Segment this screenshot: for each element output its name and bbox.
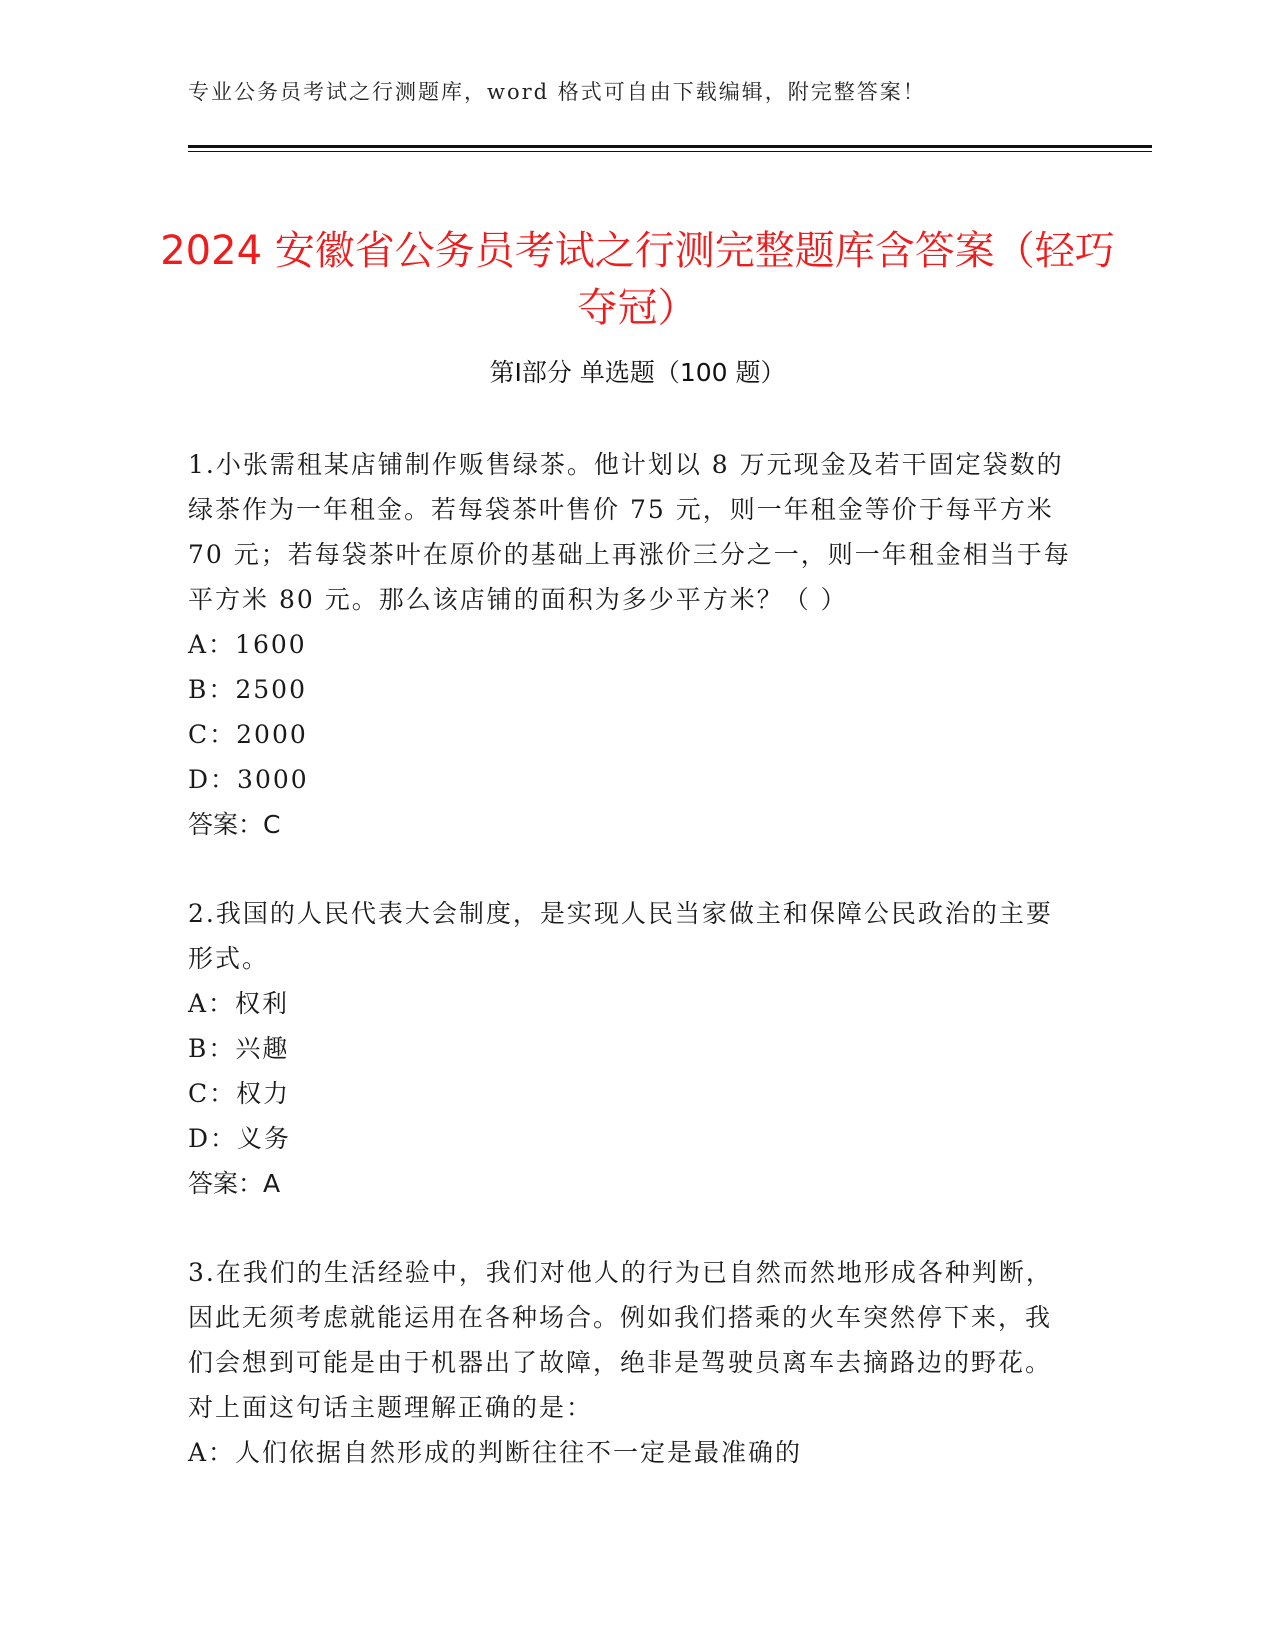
document-title: 2024 安徽省公务员考试之行测完整题库含答案（轻巧夺冠） (160, 227, 1115, 331)
header-note: 专业公务员考试之行测题库，word 格式可自由下载编辑，附完整答案！ (188, 80, 926, 104)
question-list (188, 442, 1078, 1519)
option-c: C：权力 (188, 1079, 291, 1108)
answer: 答案：C (188, 810, 281, 839)
question-stem: 2.我国的人民代表大会制度，是实现人民当家做主和保障公民政治的主要形式。 (188, 899, 1053, 973)
question-stem: 1.小张需租某店铺制作贩售绿茶。他计划以 8 万元现金及若干固定袋数的绿茶作为一年租金。若每袋茶叶售价 75 元，则一年租金等价于每平方米 70 元；若每袋茶叶在原价的基础上再涨价三分之一，则一年租金相当于每平方米 80 元。那么该店铺的面积为多少平方米？（ ） (188, 450, 1071, 614)
option-a: A：人们依据自然形成的判断往往不一定是最准确的 (188, 1438, 803, 1467)
question-1 (188, 442, 1078, 847)
header-rule-thick (188, 145, 1152, 148)
header-rule-thin (188, 151, 1152, 152)
option-b: B：2500 (188, 675, 307, 704)
option-a: A：1600 (188, 630, 307, 659)
option-b: B：兴趣 (188, 1034, 290, 1063)
option-a: A：权利 (188, 989, 290, 1018)
option-c: C：2000 (188, 720, 308, 749)
section-title: 第Ⅰ部分 单选题（100 题） (489, 358, 786, 387)
answer: 答案：A (188, 1169, 281, 1198)
option-d: D：义务 (188, 1124, 292, 1153)
option-d: D：3000 (188, 765, 309, 794)
question-3 (188, 1250, 1078, 1475)
question-2 (188, 891, 1078, 1206)
question-stem: 3.在我们的生活经验中，我们对他人的行为已自然而然地形成各种判断，因此无须考虑就能运用在各种场合。例如我们搭乘的火车突然停下来，我们会想到可能是由于机器出了故障，绝非是驾驶员离车去摘路边的野花。 对上面这句话主题理解正确的是： (188, 1258, 1053, 1422)
